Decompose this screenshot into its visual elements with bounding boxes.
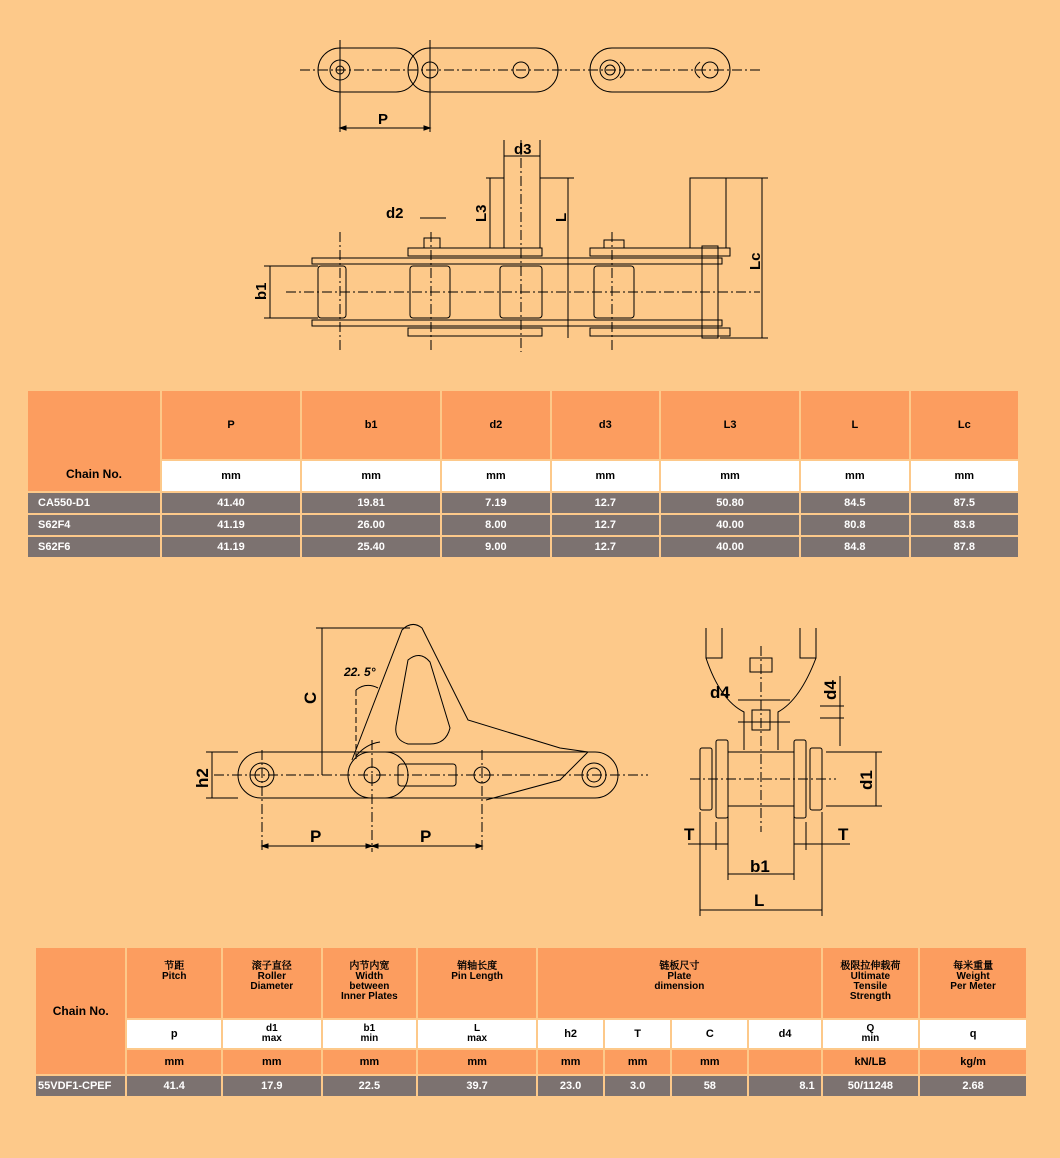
- chain-no-cell: S62F4: [28, 515, 160, 535]
- col-header-P: P: [162, 391, 300, 459]
- dim-label-C: C: [301, 691, 320, 704]
- header-en: Plate dimension: [654, 971, 705, 992]
- header-cn: 每米重量: [953, 961, 994, 972]
- chain-no-cell: S62F6: [28, 537, 160, 557]
- value-cell: 8.1: [749, 1076, 820, 1096]
- value-cell: 23.0: [538, 1076, 603, 1096]
- col-header-Lc: Lc: [911, 391, 1018, 459]
- unit-cell: mm: [127, 1050, 221, 1074]
- unit-cell: mm: [661, 461, 799, 491]
- dim-label-b1: b1: [253, 282, 270, 300]
- dim-label-T-right: T: [838, 825, 849, 844]
- unit-cell: mm: [801, 461, 908, 491]
- value-cell: 80.8: [801, 515, 908, 535]
- value-cell: 58: [672, 1076, 747, 1096]
- value-cell: 3.0: [605, 1076, 670, 1096]
- header-en: Ultimate Tensile Strength: [849, 971, 891, 1002]
- symbol-cell: h2: [538, 1020, 603, 1048]
- header-en: Pin Length: [451, 971, 503, 982]
- value-cell: 8.00: [442, 515, 549, 535]
- header-cn: 销轴长度: [457, 961, 498, 972]
- symbol-cell: C: [672, 1020, 747, 1048]
- symbol-cell: T: [605, 1020, 670, 1048]
- unit-cell: mm: [323, 1050, 417, 1074]
- col-header-width: [323, 948, 417, 1018]
- value-cell: 87.5: [911, 493, 1018, 513]
- value-cell: 87.8: [911, 537, 1018, 557]
- unit-cell: mm: [672, 1050, 747, 1074]
- value-cell: 2.68: [920, 1076, 1026, 1096]
- symbol: p: [170, 1028, 178, 1040]
- col-header-pitch: [127, 948, 221, 1018]
- unit-cell: mm: [552, 461, 659, 491]
- value-cell: 40.00: [661, 537, 799, 557]
- col-header-strength: [823, 948, 919, 1018]
- dim-label-d3: d3: [514, 141, 532, 158]
- dim-label-d1: d1: [857, 770, 876, 790]
- symbol: d1: [265, 1023, 278, 1034]
- unit-cell: mm: [442, 461, 549, 491]
- value-cell: 41.4: [127, 1076, 221, 1096]
- value-cell: 7.19: [442, 493, 549, 513]
- symbol-cell: [127, 1020, 221, 1048]
- symbol: b1: [363, 1023, 376, 1034]
- value-cell: 41.40: [162, 493, 300, 513]
- col-header-roller: [223, 948, 321, 1018]
- unit-cell: mm: [302, 461, 440, 491]
- dim-label-h2: h2: [193, 768, 212, 788]
- spec-table-2: [34, 946, 1028, 1098]
- symbol-cell: [223, 1020, 321, 1048]
- symbol-cell: [823, 1020, 919, 1048]
- dim-label-d4-vertical: d4: [821, 680, 840, 700]
- table-row: [28, 537, 1018, 557]
- value-cell: 50.80: [661, 493, 799, 513]
- dim-label-d4: d4: [710, 683, 730, 702]
- header-cn: 极限拉伸载荷: [840, 961, 901, 972]
- unit-cell: mm: [605, 1050, 670, 1074]
- value-cell: 12.7: [552, 537, 659, 557]
- header-cn: 节距: [164, 961, 185, 972]
- header-cn: 滚子直径: [251, 961, 292, 972]
- value-cell: 19.81: [302, 493, 440, 513]
- dim-label-L: L: [553, 212, 570, 222]
- value-cell: 50/11248: [823, 1076, 919, 1096]
- dim-label-L-side: L: [754, 891, 765, 910]
- unit-cell: kg/m: [920, 1050, 1026, 1074]
- spec-table-1: [26, 389, 1020, 559]
- value-cell: 25.40: [302, 537, 440, 557]
- value-cell: 83.8: [911, 515, 1018, 535]
- col-header-weight: [920, 948, 1026, 1018]
- value-cell: 12.7: [552, 515, 659, 535]
- symbol: L: [474, 1023, 481, 1034]
- symbol-sub: max: [261, 1033, 282, 1044]
- dim-label-P1: P: [310, 827, 322, 846]
- header-en: Width between Inner Plates: [341, 971, 398, 1002]
- dim-label-pitch: P: [378, 111, 389, 128]
- col-header-b1: b1: [302, 391, 440, 459]
- chain-no-cell: CA550-D1: [28, 493, 160, 513]
- table-row: [28, 515, 1018, 535]
- header-en: Pitch: [162, 971, 187, 982]
- value-cell: 12.7: [552, 493, 659, 513]
- table-row: [28, 493, 1018, 513]
- chain-top-view-drawing: [0, 0, 1060, 380]
- symbol: Q: [866, 1023, 875, 1034]
- value-cell: 39.7: [418, 1076, 536, 1096]
- header-en: Weight Per Meter: [950, 971, 996, 992]
- value-cell: 40.00: [661, 515, 799, 535]
- symbol-sub: max: [467, 1033, 488, 1044]
- unit-cell: mm: [223, 1050, 321, 1074]
- col-header-L3: L3: [661, 391, 799, 459]
- unit-cell: mm: [418, 1050, 536, 1074]
- dim-label-P2: P: [420, 827, 432, 846]
- unit-cell: mm: [162, 461, 300, 491]
- header-cn: 链板尺寸: [659, 961, 700, 972]
- symbol-cell: d4: [749, 1020, 820, 1048]
- col-header-d3: d3: [552, 391, 659, 459]
- symbol-cell: [323, 1020, 417, 1048]
- symbol-sub: min: [360, 1033, 379, 1044]
- value-cell: 26.00: [302, 515, 440, 535]
- symbol-sub: min: [861, 1033, 880, 1044]
- table-row: [36, 1076, 1026, 1096]
- col-header-d2: d2: [442, 391, 549, 459]
- angle-label: 22. 5°: [344, 665, 376, 679]
- value-cell: 9.00: [442, 537, 549, 557]
- unit-cell: mm: [911, 461, 1018, 491]
- value-cell: 22.5: [323, 1076, 417, 1096]
- unit-cell: [749, 1050, 820, 1074]
- chain-no-cell: 55VDF1-CPEF: [36, 1076, 125, 1096]
- dim-label-d2: d2: [386, 205, 404, 222]
- chain-no-header: Chain No.: [28, 391, 160, 491]
- dim-label-Lc: Lc: [747, 252, 764, 270]
- value-cell: 84.5: [801, 493, 908, 513]
- unit-cell: mm: [538, 1050, 603, 1074]
- attachment-link-drawing: [0, 600, 1060, 940]
- dim-label-L3: L3: [473, 204, 490, 222]
- value-cell: 41.19: [162, 537, 300, 557]
- dim-label-T-left: T: [684, 825, 695, 844]
- col-header-plate: [538, 948, 821, 1018]
- col-header-pin-length: [418, 948, 536, 1018]
- chain-no-header: Chain No.: [36, 948, 125, 1074]
- header-en: Roller Diameter: [250, 971, 294, 992]
- dim-label-b1-side: b1: [750, 857, 770, 876]
- value-cell: 41.19: [162, 515, 300, 535]
- value-cell: 17.9: [223, 1076, 321, 1096]
- symbol-cell: [418, 1020, 536, 1048]
- header-cn: 内节内宽: [349, 961, 390, 972]
- value-cell: 84.8: [801, 537, 908, 557]
- col-header-L: L: [801, 391, 908, 459]
- unit-cell: kN/LB: [823, 1050, 919, 1074]
- symbol-cell: q: [920, 1020, 1026, 1048]
